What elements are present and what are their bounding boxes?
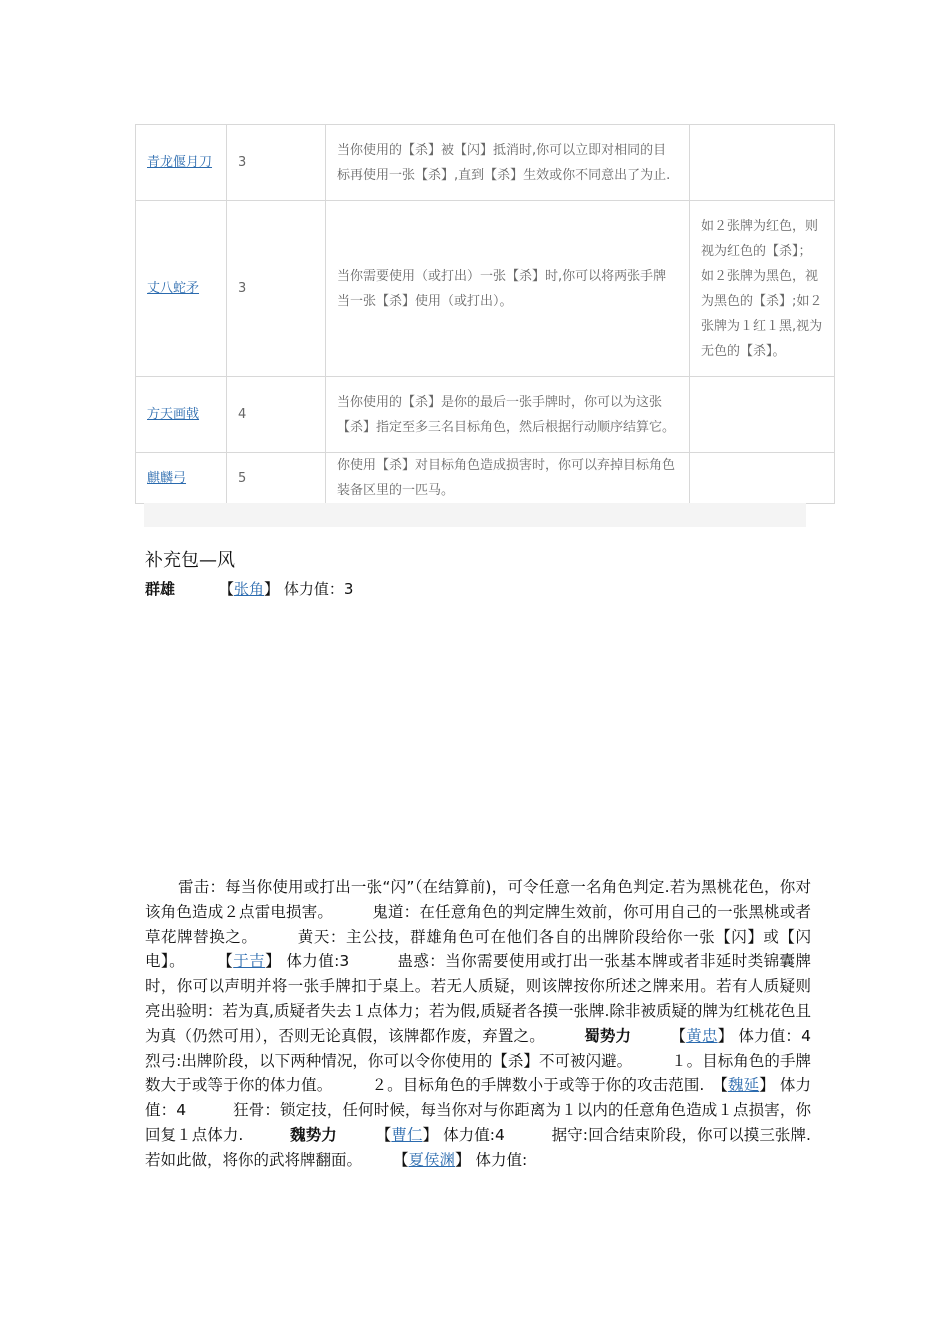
table-row	[136, 201, 835, 377]
hero-link-xiahouyuan[interactable]: 夏侯渊	[408, 1150, 456, 1169]
hero-link-weiyan[interactable]: 魏延	[727, 1076, 760, 1095]
weapon-name-cell	[136, 453, 227, 504]
range-cell: 3	[227, 201, 326, 377]
bracket-close: 】	[264, 580, 280, 598]
hero-link-zhangjiao[interactable]: 张角	[234, 580, 265, 598]
table-row	[136, 377, 835, 453]
faction-label: 魏势力	[290, 1125, 337, 1144]
effect-cell: 当你使用的【杀】被【闪】抵消时,你可以立即对相同的目标再使用一张【杀】,直到【杀】生效或你不同意出了为止.	[326, 125, 690, 201]
hero-link-huangzhong[interactable]: 黄忠	[686, 1026, 718, 1045]
note-cell	[690, 453, 835, 504]
table-row	[136, 125, 835, 201]
hero-link-caoren[interactable]: 曹仁	[391, 1125, 423, 1144]
weapons-table	[135, 124, 835, 504]
text-run: 】 体力值:4 据守:回合结束阶段，你可以摸三张牌.若如此做，将你的武将牌翻面。 【	[145, 1125, 811, 1169]
hero-link-yuji[interactable]: 于吉	[233, 952, 266, 971]
text-run: 】 体力值：4 狂骨：锁定技，任何时候，每当你对与你距离为１以内的任意角色造成１点损害，你回复１点体力.	[145, 1076, 811, 1144]
weapon-link-qilin[interactable]: 麒麟弓	[147, 470, 187, 486]
hero-line	[145, 578, 353, 599]
effect-cell: 你使用【杀】对目标角色造成损害时，你可以弃掉目标角色装备区里的一匹马。	[326, 453, 690, 504]
section-title: 补充包—风	[145, 550, 235, 571]
text-run: 】 体力值：4 烈弓:出牌阶段，以下两种情况，你可以令你使用的【杀】不可被闪避。 １。目标角色的手牌数大于或等于你的体力值。 ２。目标角色的手牌数小于或等于你的攻击范围. 【	[145, 1026, 858, 1095]
weapon-name-cell	[136, 377, 227, 453]
bracket-open: 【	[219, 580, 235, 598]
weapon-name-cell	[136, 125, 227, 201]
text-run: 】 体力值:	[455, 1150, 528, 1169]
table-row	[136, 453, 835, 504]
note-cell: 如２张牌为红色，则视为红色的【杀】；如２张牌为黑色，视为黑色的【杀】;如２张牌为１红１黑,视为无色的【杀】。	[690, 201, 835, 377]
text-run: 】 体力值:3 蛊惑：当你需要使用或打出一张基本牌或者非延时类锦囊牌时，你可以声明并将一张手牌扣于桌上。若无人质疑，则该牌按你所述之牌来用。若有人质疑则亮出验明：若为真,质疑者失去１点体力；若为假,质疑者各摸一张牌.除非被质疑的牌为红桃花色且为真（仍然可用），否则无论真假，该牌都作废，弃置之。	[145, 952, 811, 1045]
weapon-link-fangtian[interactable]: 方天画戟	[147, 407, 200, 422]
weapon-name-cell	[136, 201, 227, 377]
effect-cell: 当你使用的【杀】是你的最后一张手牌时，你可以为这张【杀】指定至多三名目标角色，然后根据行动顺序结算它。	[326, 377, 690, 453]
effect-cell: 当你需要使用（或打出）一张【杀】时,你可以将两张手牌当一张【杀】使用（或打出）。	[326, 201, 690, 377]
weapon-link-zhangba[interactable]: 丈八蛇矛	[147, 281, 200, 296]
text-run: 【	[336, 1125, 392, 1144]
faction-label: 群雄	[145, 580, 176, 598]
note-cell	[690, 125, 835, 201]
note-cell	[690, 377, 835, 453]
range-cell: 3	[227, 125, 326, 201]
hero-description	[145, 875, 858, 1173]
range-cell: 5	[227, 453, 326, 504]
text-run: 【	[631, 1026, 687, 1045]
table-footer-band	[144, 503, 806, 527]
hp-value: 体力值：3	[283, 580, 354, 598]
weapon-link-qinglong[interactable]: 青龙偃月刀	[147, 155, 213, 170]
text-run: 雷击：每当你使用或打出一张“闪”（在结算前)，可令任意一名角色判定.若为黑桃花色，你对该角色造成２点雷电损害。 鬼道：在任意角色的判定牌生效前，你可用自己的一张黑桃或者草花牌替换之。 黄天：主公技，群雄角色可在他们各自的出牌阶段给你一张【闪】或【闪电】。 【	[145, 878, 811, 971]
range-cell: 4	[227, 377, 326, 453]
faction-label: 蜀势力	[584, 1026, 632, 1045]
